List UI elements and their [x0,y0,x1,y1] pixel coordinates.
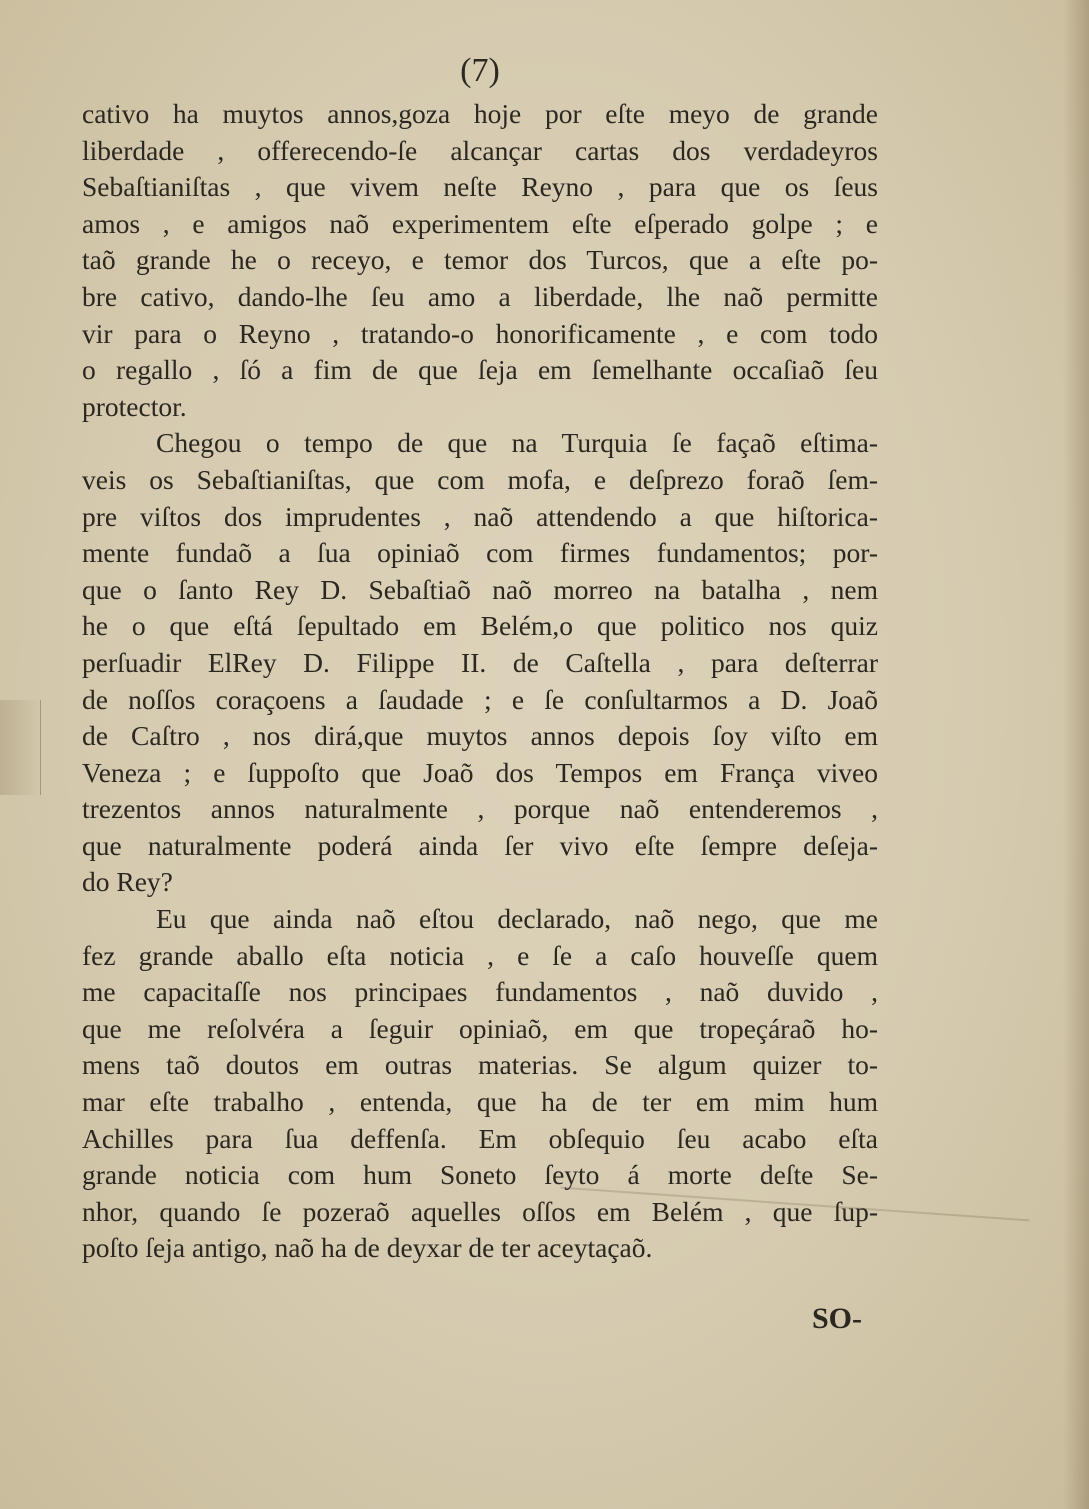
text-line: protector. [82,390,187,422]
text-line: poſto ſeja antigo, naõ ha de deyxar de ter aceytaçaõ. [82,1232,653,1264]
text-line: Veneza ; e ſuppoſto que Joaõ dos Tempos em França viveo [82,756,878,788]
page-edge-shadow [1063,0,1089,1509]
text-line: fez grande aballo eſta noticia , e ſe a caſo houveſſe quem [82,939,878,971]
text-line: mens taõ doutos em outras materias. Se algum quizer to- [82,1049,878,1081]
text-line: que o ſanto Rey D. Sebaſtiaõ naõ morreo na batalha , nem [82,573,878,605]
text-line: perſuadir ElRey D. Filippe II. de Caſtella , para deſterrar [82,646,878,678]
text-line: o regallo , ſó a fim de que ſeja em ſemelhante occaſiaõ ſeu [82,354,878,386]
text-line: mar eſte trabalho , entenda, que ha de ter em mim hum [82,1086,878,1118]
text-line: vir para o Reyno , tratando-o honorificamente , e com todo [82,317,878,349]
torn-margin [0,700,41,795]
text-line: mente fundaõ a ſua opiniaõ com firmes fundamentos; por- [82,537,878,569]
text-line: que me reſolvéra a ſeguir opiniaõ, em que tropeçáraõ ho- [82,1012,878,1044]
page-number: (7) [460,52,500,89]
text-line: de Caſtro , nos dirá,que muytos annos depois ſoy viſto em [82,720,878,752]
text-line: Achilles para ſua deffenſa. Em obſequio ſeu acabo eſta [82,1122,878,1154]
text-line: Sebaſtianiſtas , que vivem neſte Reyno , para que os ſeus [82,171,878,203]
paragraph-start: Eu que ainda naõ eſtou declarado, naõ nego, que me [156,903,878,935]
text-line: taõ grande he o receyo, e temor dos Turcos, que a eſte po- [82,244,878,276]
text-line: veis os Sebaſtianiſtas, que com mofa, e deſprezo foraõ ſem- [82,463,878,495]
text-line: he o que eſtá ſepultado em Belém,o que politico nos quiz [82,610,878,642]
text-line: pre viſtos dos imprudentes , naõ attendendo a que hiſtorica- [82,500,878,532]
text-line: me capacitaſſe nos principaes fundamentos , naõ duvido , [82,976,878,1008]
text-line: trezentos annos naturalmente , porque naõ entenderemos , [82,793,878,825]
catchword: SO- [812,1302,863,1335]
text-line: liberdade , offerecendo-ſe alcançar cartas dos verdadeyros [82,134,878,166]
paragraph-start: Chegou o tempo de que na Turquia ſe façaõ eſtima- [156,427,878,459]
text-line: que naturalmente poderá ainda ſer vivo eſte ſempre deſeja- [82,829,878,861]
text-line: amos , e amigos naõ experimentem eſte eſperado golpe ; e [82,207,878,239]
text-line: de noſſos coraçoens a ſaudade ; e ſe conſultarmos a D. Joaõ [82,683,878,715]
text-line: do Rey? [82,866,173,898]
text-line: grande noticia com hum Soneto ſeyto á morte deſte Se- [82,1159,878,1191]
body-text [82,96,878,1267]
text-line: bre cativo, dando-lhe ſeu amo a liberdade, lhe naõ permitte [82,280,878,312]
text-line: cativo ha muytos annos,goza hoje por eſte meyo de grande [82,98,878,129]
text-line: nhor, quando ſe pozeraõ aquelles oſſos em Belém , que ſup- [82,1195,878,1227]
